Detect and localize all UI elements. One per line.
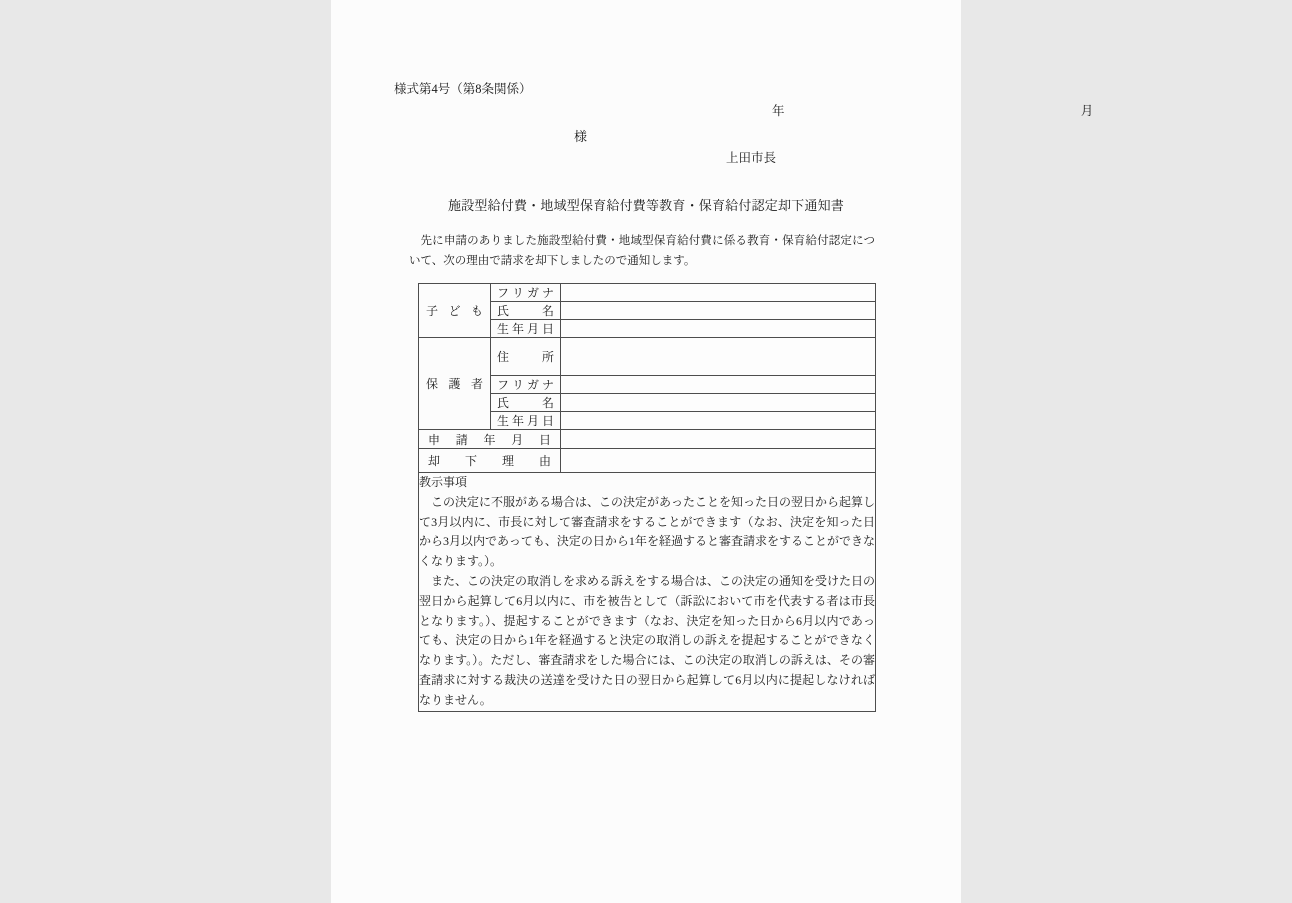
guardian-birthdate-label-cell (491, 412, 561, 430)
field-label: 氏 名 (497, 396, 554, 410)
child-furigana-value (561, 284, 876, 302)
notice-heading: 教示事項 (419, 475, 468, 489)
notice-paragraph: この決定に不服がある場合は、この決定があったことを知った日の翌日から起算して3月以内に、市長に対して審査請求をすることができます（なお、決定を知った日から3月以内であっても、決定の日から1年を経過すると審査請求をすることができなくなります。）。 (419, 494, 875, 569)
rejection-reason-label-cell (419, 449, 561, 473)
addressee-honorific: 様 (574, 129, 588, 144)
document-title: 施設型給付費・地域型保育給付費等教育・保育給付認定却下通知書 (447, 198, 844, 213)
table-row (419, 338, 876, 376)
child-furigana-label-cell (491, 284, 561, 302)
guardian-name-value (561, 394, 876, 412)
table-row (419, 284, 876, 302)
form-number: 様式第4号（第8条関係） (394, 82, 532, 96)
child-birthdate-label-cell (491, 320, 561, 338)
field-label: 生 年 月 日 (497, 414, 554, 428)
guardian-furigana-label-cell (491, 376, 561, 394)
field-label: 生 年 月 日 (497, 322, 554, 336)
guardian-name-label-cell (491, 394, 561, 412)
child-group-cell (419, 284, 491, 338)
field-label: 氏 名 (497, 304, 554, 318)
field-label: フ リ ガ ナ (497, 378, 554, 392)
field-label: 住 所 (497, 350, 554, 364)
application-date-value (561, 430, 876, 449)
document-page (331, 0, 1094, 903)
table-row (419, 449, 876, 473)
table-row (419, 473, 876, 712)
application-date-label-cell (419, 430, 561, 449)
issue-date-placeholder: 年 月 (772, 104, 1094, 118)
child-name-value (561, 302, 876, 320)
guardian-birthdate-value (561, 412, 876, 430)
guardian-address-value (561, 338, 876, 376)
child-name-label-cell (491, 302, 561, 320)
guardian-furigana-value (561, 376, 876, 394)
rejection-reason-value (561, 449, 876, 473)
body-paragraph: 先に申請のありました施設型給付費・地域型保育給付費に係る教育・保育給付認定について、次の理由で請求を却下しましたので通知します。 (409, 235, 875, 267)
field-label: フ リ ガ ナ (497, 286, 554, 300)
sender-name: 上田市長 (726, 151, 777, 165)
table-row (419, 430, 876, 449)
guardian-group-cell (419, 338, 491, 430)
field-label: 却 下 理 由 (428, 454, 551, 468)
guardian-address-label-cell (491, 338, 561, 376)
notice-box (419, 473, 876, 712)
guardian-group-label: 保 護 者 (426, 377, 483, 391)
child-group-label: 子 ど も (426, 304, 483, 318)
applicant-table (418, 283, 876, 712)
notice-paragraph: また、この決定の取消しを求める訴えをする場合は、この決定の通知を受けた日の翌日から起算して6月以内に、市を被告として（訴訟において市を代表する者は市長となります。）、提起することができます（なお、決定を知った日から6月以内であっても、決定の日から1年を経過すると決定の取消しの訴えを提起することができなくなります。）。ただし、審査請求をした場合には、この決定の取消しの訴えは、その審査請求に対する裁決の送達を受けた日の翌日から起算して6月以内に提起しなければなりません。 (419, 573, 876, 707)
child-birthdate-value (561, 320, 876, 338)
field-label: 申 請 年 月 日 (428, 432, 551, 447)
